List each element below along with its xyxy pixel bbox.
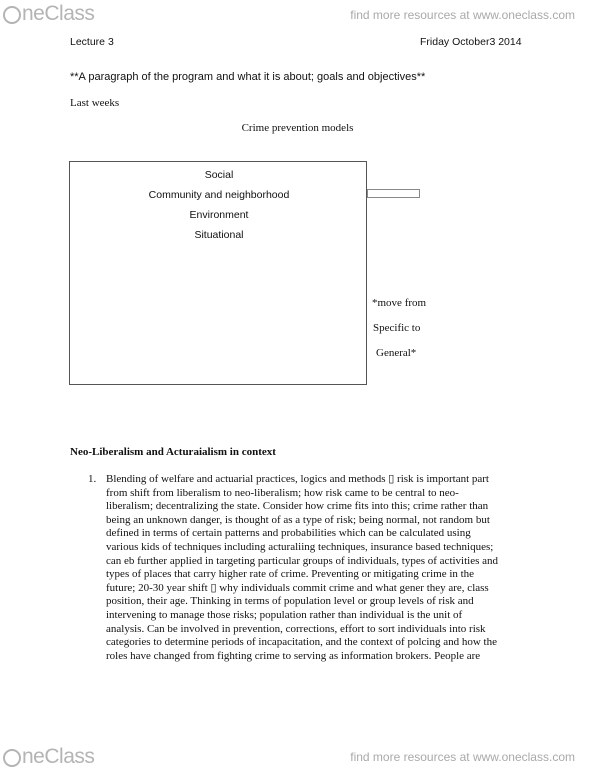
body-line: being an unknown danger, is thought of as a type of risk; being normal, not random but — [106, 513, 490, 526]
note-line-2: Specific to — [373, 322, 421, 334]
body-line: position, their age. Thinking in terms of population level or group levels of risk and — [106, 595, 474, 608]
program-note: **A paragraph of the program and what it is about; goals and objectives** — [70, 71, 426, 83]
levels-list — [70, 165, 368, 245]
body-line: roles have changed from fighting crime to serving as information brokers. People are — [106, 649, 481, 662]
body-line: liberalism; decentralizing the state. Consider how crime fits into this; crime rather than — [106, 500, 489, 513]
level-social: Social — [204, 169, 234, 181]
body-line: categories to determine periods of incapacitation, and the context of polcing and how the — [106, 636, 497, 649]
body-line: can eb further applied in targeting particular groups of individuals, types of activities and — [106, 554, 499, 567]
body-line: defined in terms of certain patterns and probabilities which can be calculated using — [106, 527, 471, 540]
note-line-1: *move from — [372, 297, 427, 309]
oneclass-logo-bottom — [3, 745, 94, 769]
models-box — [69, 161, 367, 385]
list-item-number: 1. — [88, 473, 97, 485]
tagline-bottom: find more resources at www.oneclass.com — [350, 750, 575, 764]
diagram-title: Crime prevention models — [241, 122, 354, 134]
level-situational: Situational — [194, 229, 244, 241]
logo-text: neClass — [22, 2, 95, 25]
tagline-top: find more resources at www.oneclass.com — [350, 8, 575, 22]
list-item-body — [106, 473, 526, 663]
logo-ring-icon — [3, 6, 21, 24]
body-line: future; 20-30 year shift ▯ why individuals commit crime and what gener they are, class — [106, 581, 489, 594]
body-line: from shift from liberalism to neo-liberalism; how risk came to be central to neo- — [106, 486, 459, 499]
lecture-date: Friday October3 2014 — [420, 36, 522, 48]
level-environment: Environment — [189, 209, 249, 221]
body-line: intervening to manage those risks; population rather than individual is the unit of — [106, 608, 463, 621]
level-community: Community and neighborhood — [148, 189, 290, 201]
arrow-shape — [367, 189, 420, 198]
last-weeks-label: Last weeks — [70, 97, 120, 109]
body-line: Blending of welfare and actuarial practices, logics and methods ▯ risk is important part — [106, 473, 489, 485]
body-line: various kids of techniques including acturaliing techniques, insurance based techniques; — [106, 540, 494, 553]
logo-ring-icon — [3, 749, 21, 767]
body-line: types of places that carry higher rate of crime. Preventing or mitigating crime in the — [106, 568, 475, 581]
body-line: analysis. Can be involved in prevention, corrections, effort to sort individuals into risk — [106, 622, 486, 635]
logo-text: neClass — [22, 745, 95, 768]
note-line-3: General* — [376, 347, 417, 359]
section-heading: Neo-Liberalism and Acturaialism in context — [70, 446, 276, 458]
lecture-label: Lecture 3 — [70, 36, 114, 48]
oneclass-logo-top — [3, 2, 94, 26]
